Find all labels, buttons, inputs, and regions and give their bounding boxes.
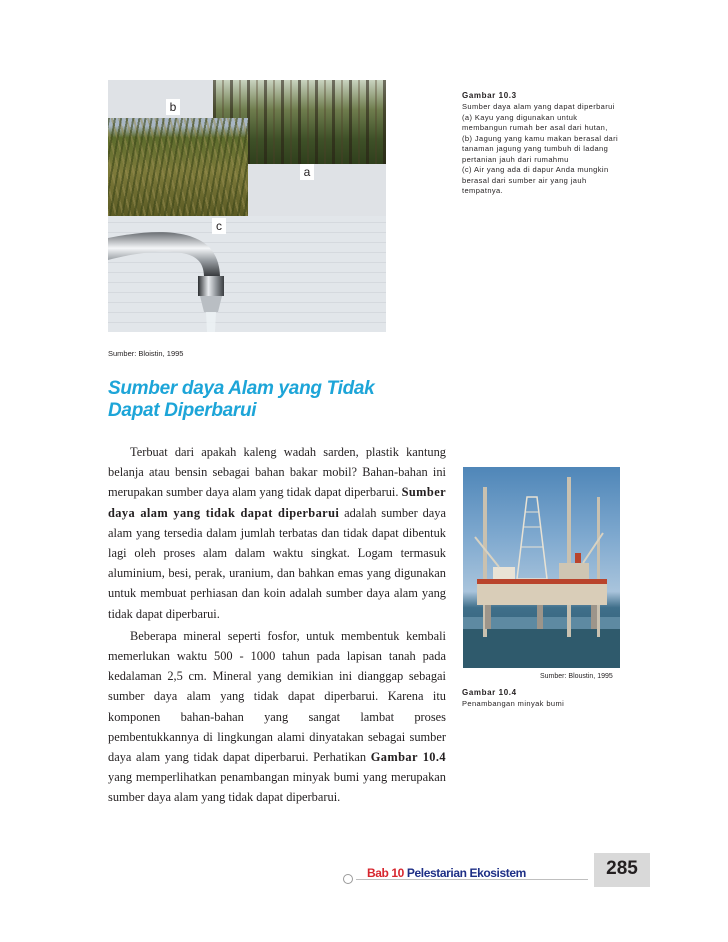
caption-line: Sumber daya alam yang dapat diperbarui bbox=[462, 102, 615, 111]
caption-line: (b) Jagung yang kamu makan berasal dari bbox=[462, 133, 619, 143]
faucet-photo bbox=[108, 216, 386, 332]
section-heading-line: Dapat Diperbarui bbox=[108, 400, 257, 421]
caption-line: tempatnya. bbox=[462, 186, 504, 195]
cornfield-photo bbox=[108, 118, 248, 216]
footer-chapter bbox=[367, 866, 526, 880]
text-run: yang memperlihatkan penambangan minyak bumi yang merupakan sumber daya alam yang tidak dapat diperbarui. bbox=[108, 770, 446, 805]
chapter-name: Pelestarian Ekosistem bbox=[406, 866, 526, 880]
figure-10-3-source: Sumber: Bloistin, 1995 bbox=[108, 349, 184, 358]
caption-line: berasal dari sumber air yang jauh bbox=[462, 175, 587, 185]
caption-line: (a) Kayu yang digunakan untuk bbox=[462, 112, 578, 122]
figure-10-4-caption: Penambangan minyak bumi bbox=[462, 699, 565, 708]
section-heading-line: Sumber daya Alam yang Tidak bbox=[108, 378, 375, 399]
paragraph-1 bbox=[108, 442, 446, 624]
faucet-drawing bbox=[108, 216, 386, 332]
footer-circle-ornament bbox=[343, 874, 353, 884]
figure-10-4-source: Sumber: Bloustin, 1995 bbox=[540, 673, 613, 680]
text-run: adalah sumber daya alam yang tersedia dalam jumlah terbatas dan tidak dapat dibentuk lagi oleh proses alam dalam waktu singkat. Logam termasuk aluminium, besi, perak, uranium, dan bahkan emas yang digunakan untuk membuat perhiasan dan koin adalah sumber daya alam yang tidak dapat diperbarui. bbox=[108, 505, 447, 621]
figure-10-3-caption bbox=[462, 102, 662, 197]
text-run: Beberapa mineral seperti fosfor, untuk membentuk kembali memerlukan waktu 500 - 1000 tahun pada lapisan tanah pada kedalaman 2,5 cm. Mineral yang demikian ini dianggap sebagai sumber daya alam yang tidak dapat diperbarui. Karena itu komponen bahan-bahan yang sangat lambat proses pembentukkannya di lingkungan alami dinyatakan sebagai sumber daya alam yang tidak dapat diperbarui. Perhatikan bbox=[108, 628, 446, 765]
chapter-number: Bab 10 bbox=[367, 866, 404, 880]
figure-10-3-image bbox=[108, 80, 386, 332]
caption-line: (c) Air yang ada di dapur Anda mungkin bbox=[462, 165, 609, 174]
bold-term: Sumber daya alam yang tidak dapat diperbarui bbox=[108, 485, 446, 520]
oil-rig-drawing bbox=[463, 467, 620, 668]
label-b: b bbox=[166, 99, 180, 115]
figure-10-4-title: Gambar 10.4 bbox=[462, 688, 517, 697]
figure-10-4-image bbox=[463, 467, 620, 668]
figure-reference: Gambar 10.4 bbox=[370, 750, 446, 765]
paragraph-2 bbox=[108, 626, 446, 808]
section-heading bbox=[108, 378, 374, 422]
caption-line: tanaman jagung yang tumbuh di ladang bbox=[462, 144, 609, 153]
caption-line: pertanian jauh dari rumahmu bbox=[462, 154, 569, 164]
label-a: a bbox=[300, 164, 314, 180]
page-number: 285 bbox=[606, 858, 638, 879]
figure-10-3-title: Gambar 10.3 bbox=[462, 91, 517, 100]
text-run: Terbuat dari apakah kaleng wadah sarden, plastik kantung belanja atau bensin sebagai bahan bakar mobil? Bahan-bahan ini merupakan sumber daya alam yang tidak dapat diperbarui. bbox=[108, 445, 446, 500]
caption-line: membangun rumah ber asal dari hutan, bbox=[462, 123, 608, 132]
body-text bbox=[108, 442, 446, 808]
label-c: c bbox=[212, 218, 226, 234]
